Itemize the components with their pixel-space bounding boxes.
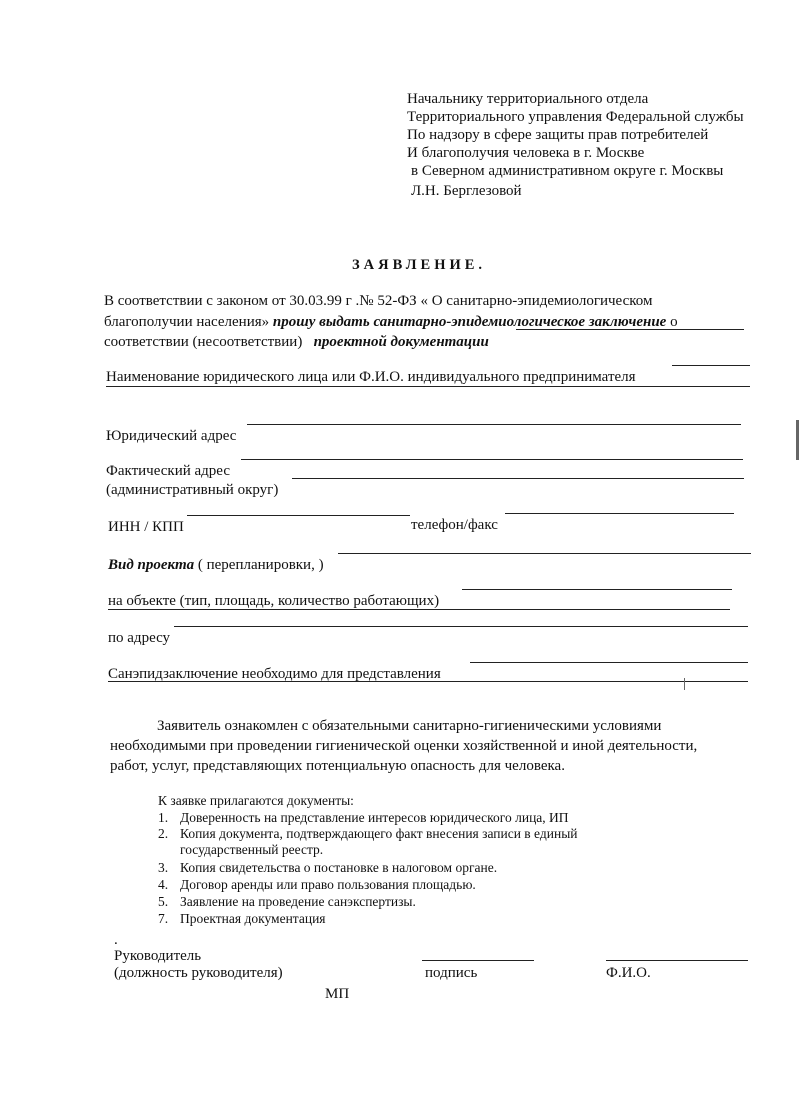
attachment-item xyxy=(158,877,476,893)
object-info-label: на объекте (тип, площадь, количество работающих) xyxy=(108,593,440,609)
document-title: ЗАЯВЛЕНИЕ. xyxy=(352,257,487,273)
attachment-number: 5. xyxy=(158,894,169,909)
purpose-fill-1[interactable] xyxy=(470,662,748,663)
addressee-line-4: И благополучия человека в г. Москве xyxy=(407,145,645,161)
inn-kpp-fill[interactable] xyxy=(187,515,410,516)
project-type-hint: ( перепланировки, ) xyxy=(197,557,324,573)
actual-address-fill[interactable] xyxy=(241,459,743,460)
signature-label: подпись xyxy=(425,965,478,981)
project-type-row xyxy=(108,556,324,574)
attachment-number: 7. xyxy=(158,911,169,926)
attachment-text: Доверенность на представление интересов юридического лица, ИП xyxy=(180,810,569,825)
legal-name-fill-2[interactable] xyxy=(106,386,750,387)
addressee-line-1: Начальнику территориального отдела xyxy=(407,91,649,107)
attachment-text: Копия свидетельства о постановке в налоговом органе. xyxy=(180,860,498,875)
intro-line-3-emphasis: проектной документации xyxy=(313,334,489,350)
phone-fax-fill[interactable] xyxy=(505,513,734,514)
object-info-fill-2[interactable] xyxy=(108,609,730,610)
purpose-label: Санэпидзаключение необходимо для представления xyxy=(108,666,441,682)
intro-line-2-tail: о xyxy=(670,314,678,330)
statement-line-2: необходимыми при проведении гигиенической оценки хозяйственной и иной деятельности, xyxy=(110,738,698,754)
attachment-text: Заявление на проведение санэкспертизы. xyxy=(180,894,416,909)
stamp-label: МП xyxy=(325,986,350,1002)
intro-line-3 xyxy=(104,333,489,351)
attachment-number: 4. xyxy=(158,877,169,892)
attachment-text: Проектная документация xyxy=(180,911,326,926)
attachment-number: 3. xyxy=(158,860,169,875)
intro-line-2-emphasis: прошу выдать санитарно-эпидемиологическое заключение xyxy=(272,314,667,330)
attachment-text: Копия документа, подтверждающего факт внесения записи в единый xyxy=(180,826,578,841)
at-address-label: по адресу xyxy=(108,630,171,646)
project-type-label: Вид проекта xyxy=(108,557,195,573)
statement-line-1: Заявитель ознакомлен с обязательными санитарно-гигиеническими условиями xyxy=(157,718,662,734)
legal-name-fill-1[interactable] xyxy=(672,365,750,366)
addressee-line-5: в Северном административном округе г. Москвы xyxy=(411,163,724,179)
attachment-text: Договор аренды или право пользования площадью. xyxy=(180,877,476,892)
intro-line-2-plain: благополучии населения» xyxy=(104,314,270,330)
admin-district-label: (административный округ) xyxy=(106,482,279,498)
object-info-fill-1[interactable] xyxy=(462,589,732,590)
intro-line-1: В соответствии с законом от 30.03.99 г .№ 52-ФЗ « О санитарно-эпидемиологическом xyxy=(104,293,653,309)
at-address-fill[interactable] xyxy=(174,626,748,627)
attachment-item xyxy=(158,894,416,910)
position-label: (должность руководителя) xyxy=(114,965,283,981)
statement-line-3: работ, услуг, представляющих потенциальную опасность для человека. xyxy=(110,758,565,774)
fio-label: Ф.И.О. xyxy=(606,965,651,981)
scan-tick-mark xyxy=(684,678,685,690)
attachments-heading: К заявке прилагаются документы: xyxy=(158,793,354,808)
addressee-line-6: Л.Н. Берглезовой xyxy=(411,183,522,199)
fio-fill-line[interactable] xyxy=(606,960,748,961)
phone-fax-label: телефон/факс xyxy=(411,517,498,533)
legal-name-label: Наименование юридического лица или Ф.И.О. индивидуального предпринимателя xyxy=(106,369,636,385)
attachment-text-continued: государственный реестр. xyxy=(180,842,324,857)
legal-address-label: Юридический адрес xyxy=(106,428,237,444)
legal-address-fill[interactable] xyxy=(247,424,741,425)
scan-edge-mark xyxy=(796,420,799,460)
admin-district-fill[interactable] xyxy=(292,478,744,479)
purpose-fill-2[interactable] xyxy=(108,681,748,682)
project-type-fill[interactable] xyxy=(338,553,751,554)
inn-kpp-label: ИНН / КПП xyxy=(108,519,184,535)
attachment-item xyxy=(158,860,497,876)
head-label: Руководитель xyxy=(114,948,202,964)
intro-fill-line[interactable] xyxy=(516,329,744,330)
intro-line-3-plain: соответствии (несоответствии) xyxy=(104,334,303,350)
signature-fill-line[interactable] xyxy=(422,960,534,961)
attachment-item xyxy=(158,810,569,826)
stray-dot: . xyxy=(114,932,118,948)
actual-address-label: Фактический адрес xyxy=(106,463,230,479)
attachment-item xyxy=(158,911,326,927)
addressee-line-3: По надзору в сфере защиты прав потребителей xyxy=(407,127,709,143)
attachment-item xyxy=(158,826,578,842)
addressee-line-2: Территориального управления Федеральной службы xyxy=(407,109,744,125)
attachment-number: 1. xyxy=(158,810,169,825)
attachment-number: 2. xyxy=(158,826,169,841)
